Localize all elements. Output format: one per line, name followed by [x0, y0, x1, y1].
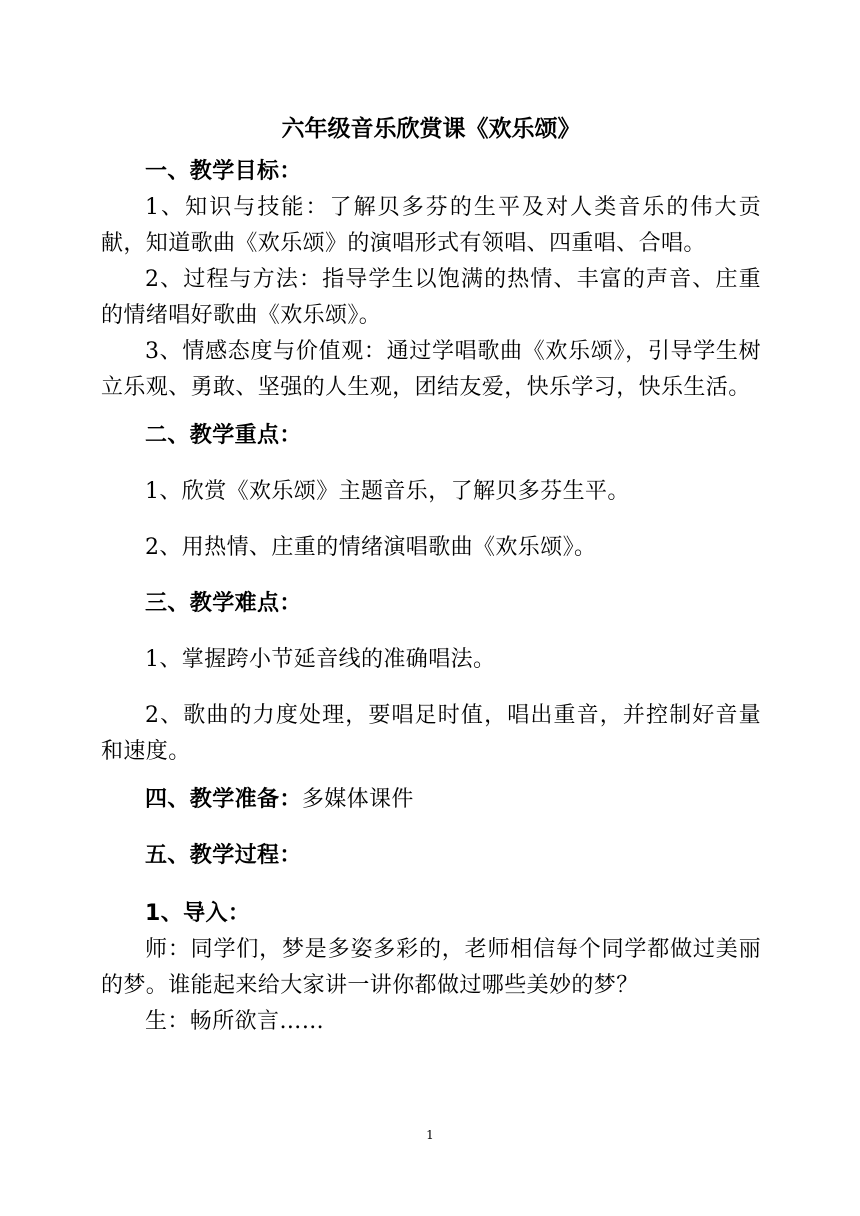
section-heading-preparation: 四、教学准备： — [145, 787, 302, 812]
preparation-text: 多媒体课件 — [301, 787, 414, 812]
section-preparation — [101, 782, 761, 818]
difficulty-item: 2、歌曲的力度处理，要唱足时值，唱出重音，并控制好音量和速度。 — [101, 703, 761, 764]
key-point-item: 1、欣赏《欢乐颂》主题音乐，了解贝多芬生平。 — [145, 479, 630, 504]
key-point-item: 2、用热情、庄重的情绪演唱歌曲《欢乐颂》。 — [145, 535, 597, 560]
difficulty-item: 1、掌握跨小节延音线的准确唱法。 — [145, 647, 496, 672]
goal-paragraph-attitude: 3、情感态度与价值观：通过学唱歌曲《欢乐颂》，引导学生树立乐观、勇敢、坚强的人生观，团结友爱，快乐学习，快乐生活。 — [101, 339, 761, 400]
student-dialogue: 生：畅所欲言…… — [145, 1009, 325, 1034]
page-number: 1 — [426, 1128, 434, 1142]
section-heading-process: 五、教学过程： — [145, 843, 302, 868]
section-heading-key-points: 二、教学重点： — [145, 423, 302, 448]
document-title: 六年级音乐欣赏课《欢乐颂》 — [281, 116, 581, 142]
goal-paragraph-knowledge: 1、知识与技能：了解贝多芬的生平及对人类音乐的伟大贡献，知道歌曲《欢乐颂》的演唱形式有领唱、四重唱、合唱。 — [101, 195, 761, 256]
document-body — [101, 112, 761, 1040]
teacher-dialogue: 师：同学们，梦是多姿多彩的，老师相信每个同学都做过美丽的梦。谁能起来给大家讲一讲你都做过哪些美妙的梦？ — [101, 937, 761, 998]
goal-paragraph-process: 2、过程与方法：指导学生以饱满的热情、丰富的声音、庄重的情绪唱好歌曲《欢乐颂》。 — [101, 267, 761, 328]
step-heading-introduction: 1、导入： — [145, 901, 251, 926]
section-heading-difficulties: 三、教学难点： — [145, 591, 302, 616]
section-heading-teaching-goals: 一、教学目标： — [145, 159, 302, 184]
